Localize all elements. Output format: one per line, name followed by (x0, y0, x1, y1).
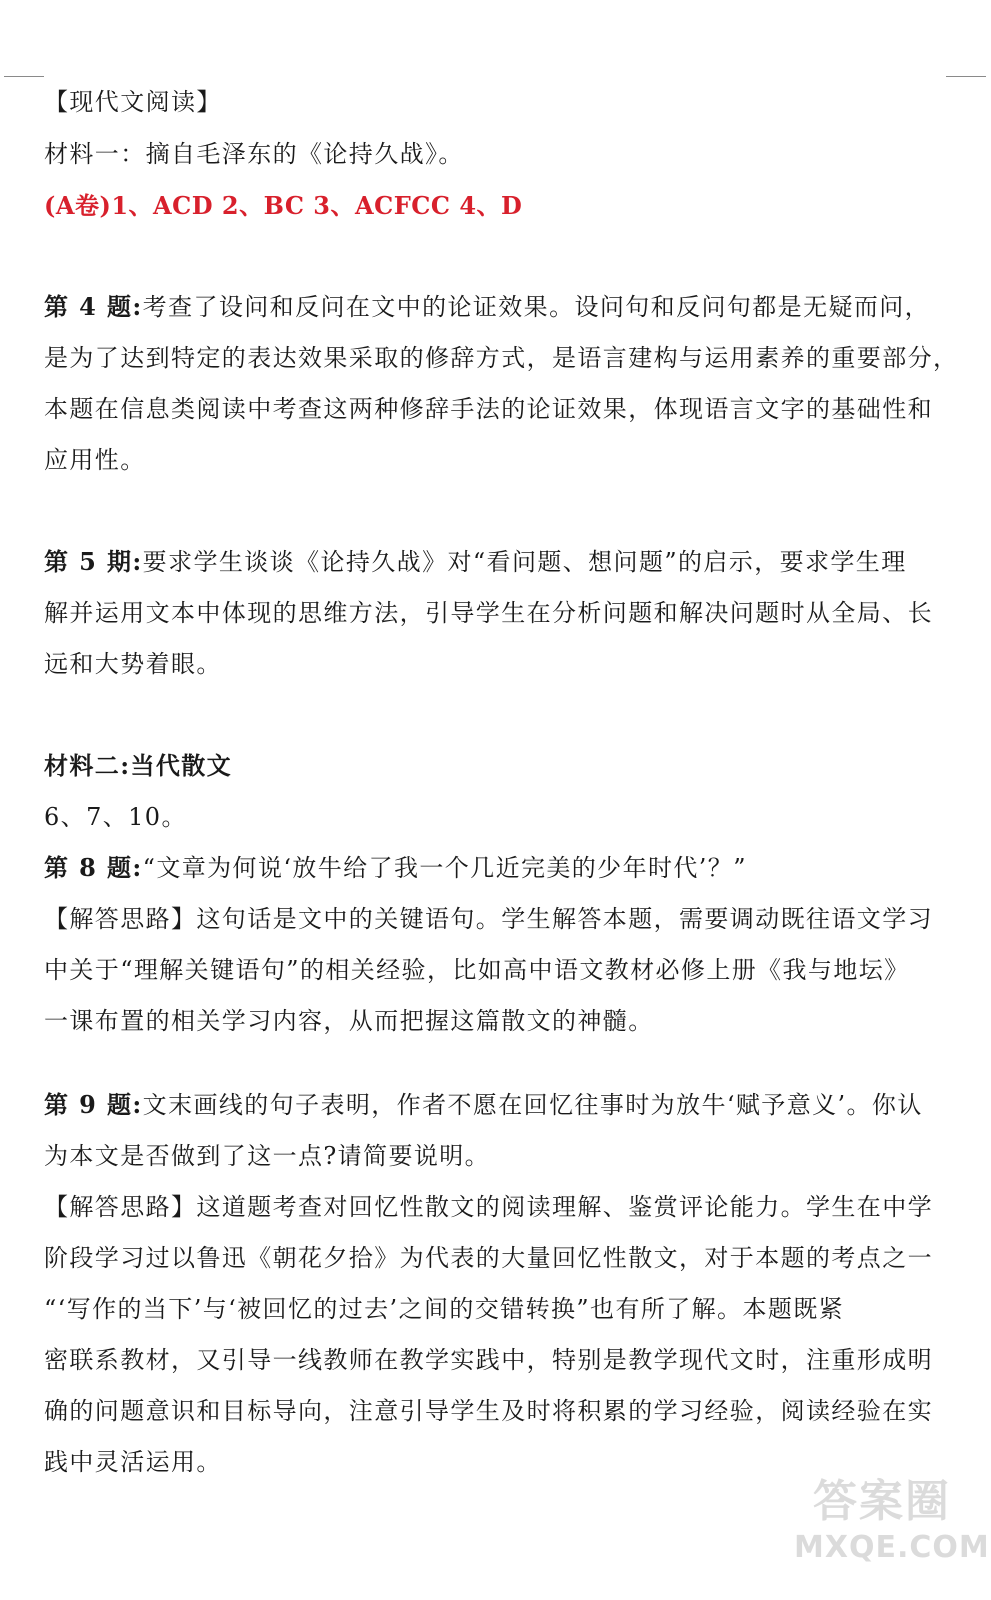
watermark-logo (794, 1474, 990, 1584)
q9-label: 第 9 题: (44, 1090, 143, 1119)
q4-line-1 (44, 292, 930, 322)
q4-line-3: 本题在信息类阅读中考查这两种修辞手法的论证效果，体现语言文字的基础性和 (44, 395, 933, 423)
q8-hint-line-3: 一课布置的相关学习内容，从而把握这篇散文的神髓。 (44, 1007, 654, 1035)
section-heading: 【现代文阅读】 (44, 88, 222, 116)
q8-hint-label: 【解答思路】 (44, 905, 197, 933)
q9-hint-line-2: 阶段学习过以鲁迅《朝花夕拾》为代表的大量回忆性散文，对于本题的考点之一 (44, 1244, 933, 1272)
q9-line-2: 为本文是否做到了这一点?请简要说明。 (44, 1142, 491, 1170)
q8-label: 第 8 题: (44, 853, 143, 882)
q9-question-1: 文末画线的句子表明，作者不愿在回忆往事时为放牛‘赋予意义’。你认 (142, 1091, 923, 1119)
watermark-logo-text: 答案圈 (813, 1476, 951, 1527)
q8-hint-1: 这句话是文中的关键语句。学生解答本题，需要调动既往语文学习 (196, 905, 934, 933)
q8-question: “文章为何说‘放牛给了我一个几近完美的少年时代’？” (142, 854, 747, 882)
q5-line-1 (44, 547, 907, 577)
watermark-url: MXQE.COM (794, 1530, 990, 1565)
material2-title (44, 751, 232, 781)
q8-hint-line-2: 中关于“理解关键语句”的相关经验，比如高中语文教材必修上册《我与地坛》 (44, 956, 910, 984)
q4-line-4: 应用性。 (44, 446, 146, 474)
q5-line-2: 解并运用文本中体现的思维方法，引导学生在分析问题和解决问题时从全局、长 (44, 599, 933, 627)
q9-line-1 (44, 1090, 923, 1120)
material2-title-text: 材料二:当代散文 (44, 751, 233, 780)
material1-source: 材料一：摘自毛泽东的《论持久战》。 (44, 140, 464, 168)
header-rule-right (946, 76, 986, 77)
items-6-7-10: 6、7、10。 (44, 803, 187, 831)
header-rule-left (4, 76, 44, 77)
q9-hint-line-1 (44, 1192, 933, 1222)
q8-line-1 (44, 853, 747, 883)
q4-text-1: 考查了设问和反问在文中的论证效果。设问句和反问句都是无疑而问， (142, 293, 931, 321)
q9-hint-line-5: 确的问题意识和目标导向，注意引导学生及时将积累的学习经验，阅读经验在实 (44, 1397, 933, 1425)
q4-line-2: 是为了达到特定的表达效果采取的修辞方式，是语言建构与运用素养的重要部分， (44, 344, 959, 372)
q4-label: 第 4 题: (44, 292, 143, 321)
q5-line-3: 远和大势着眼。 (44, 650, 222, 678)
q9-hint-line-3: “‘写作的当下’与‘被回忆的过去’之间的交错转换”也有所了解。本题既紧 (44, 1295, 845, 1323)
q9-hint-line-4: 密联系教材，又引导一线教师在教学实践中，特别是教学现代文时，注重形成明 (44, 1346, 933, 1374)
q5-text-1: 要求学生谈谈《论持久战》对“看问题、想问题”的启示，要求学生理 (142, 548, 907, 576)
answers-a-paper: (A卷)1、ACD 2、BC 3、ACFCC 4、D (44, 191, 523, 220)
q9-hint-1: 这道题考查对回忆性散文的阅读理解、鉴赏评论能力。学生在中学 (196, 1193, 934, 1221)
q8-hint-line-1 (44, 904, 933, 934)
q9-hint-label: 【解答思路】 (44, 1193, 197, 1221)
q9-hint-line-6: 践中灵活运用。 (44, 1448, 222, 1476)
q5-label: 第 5 期: (44, 547, 143, 576)
